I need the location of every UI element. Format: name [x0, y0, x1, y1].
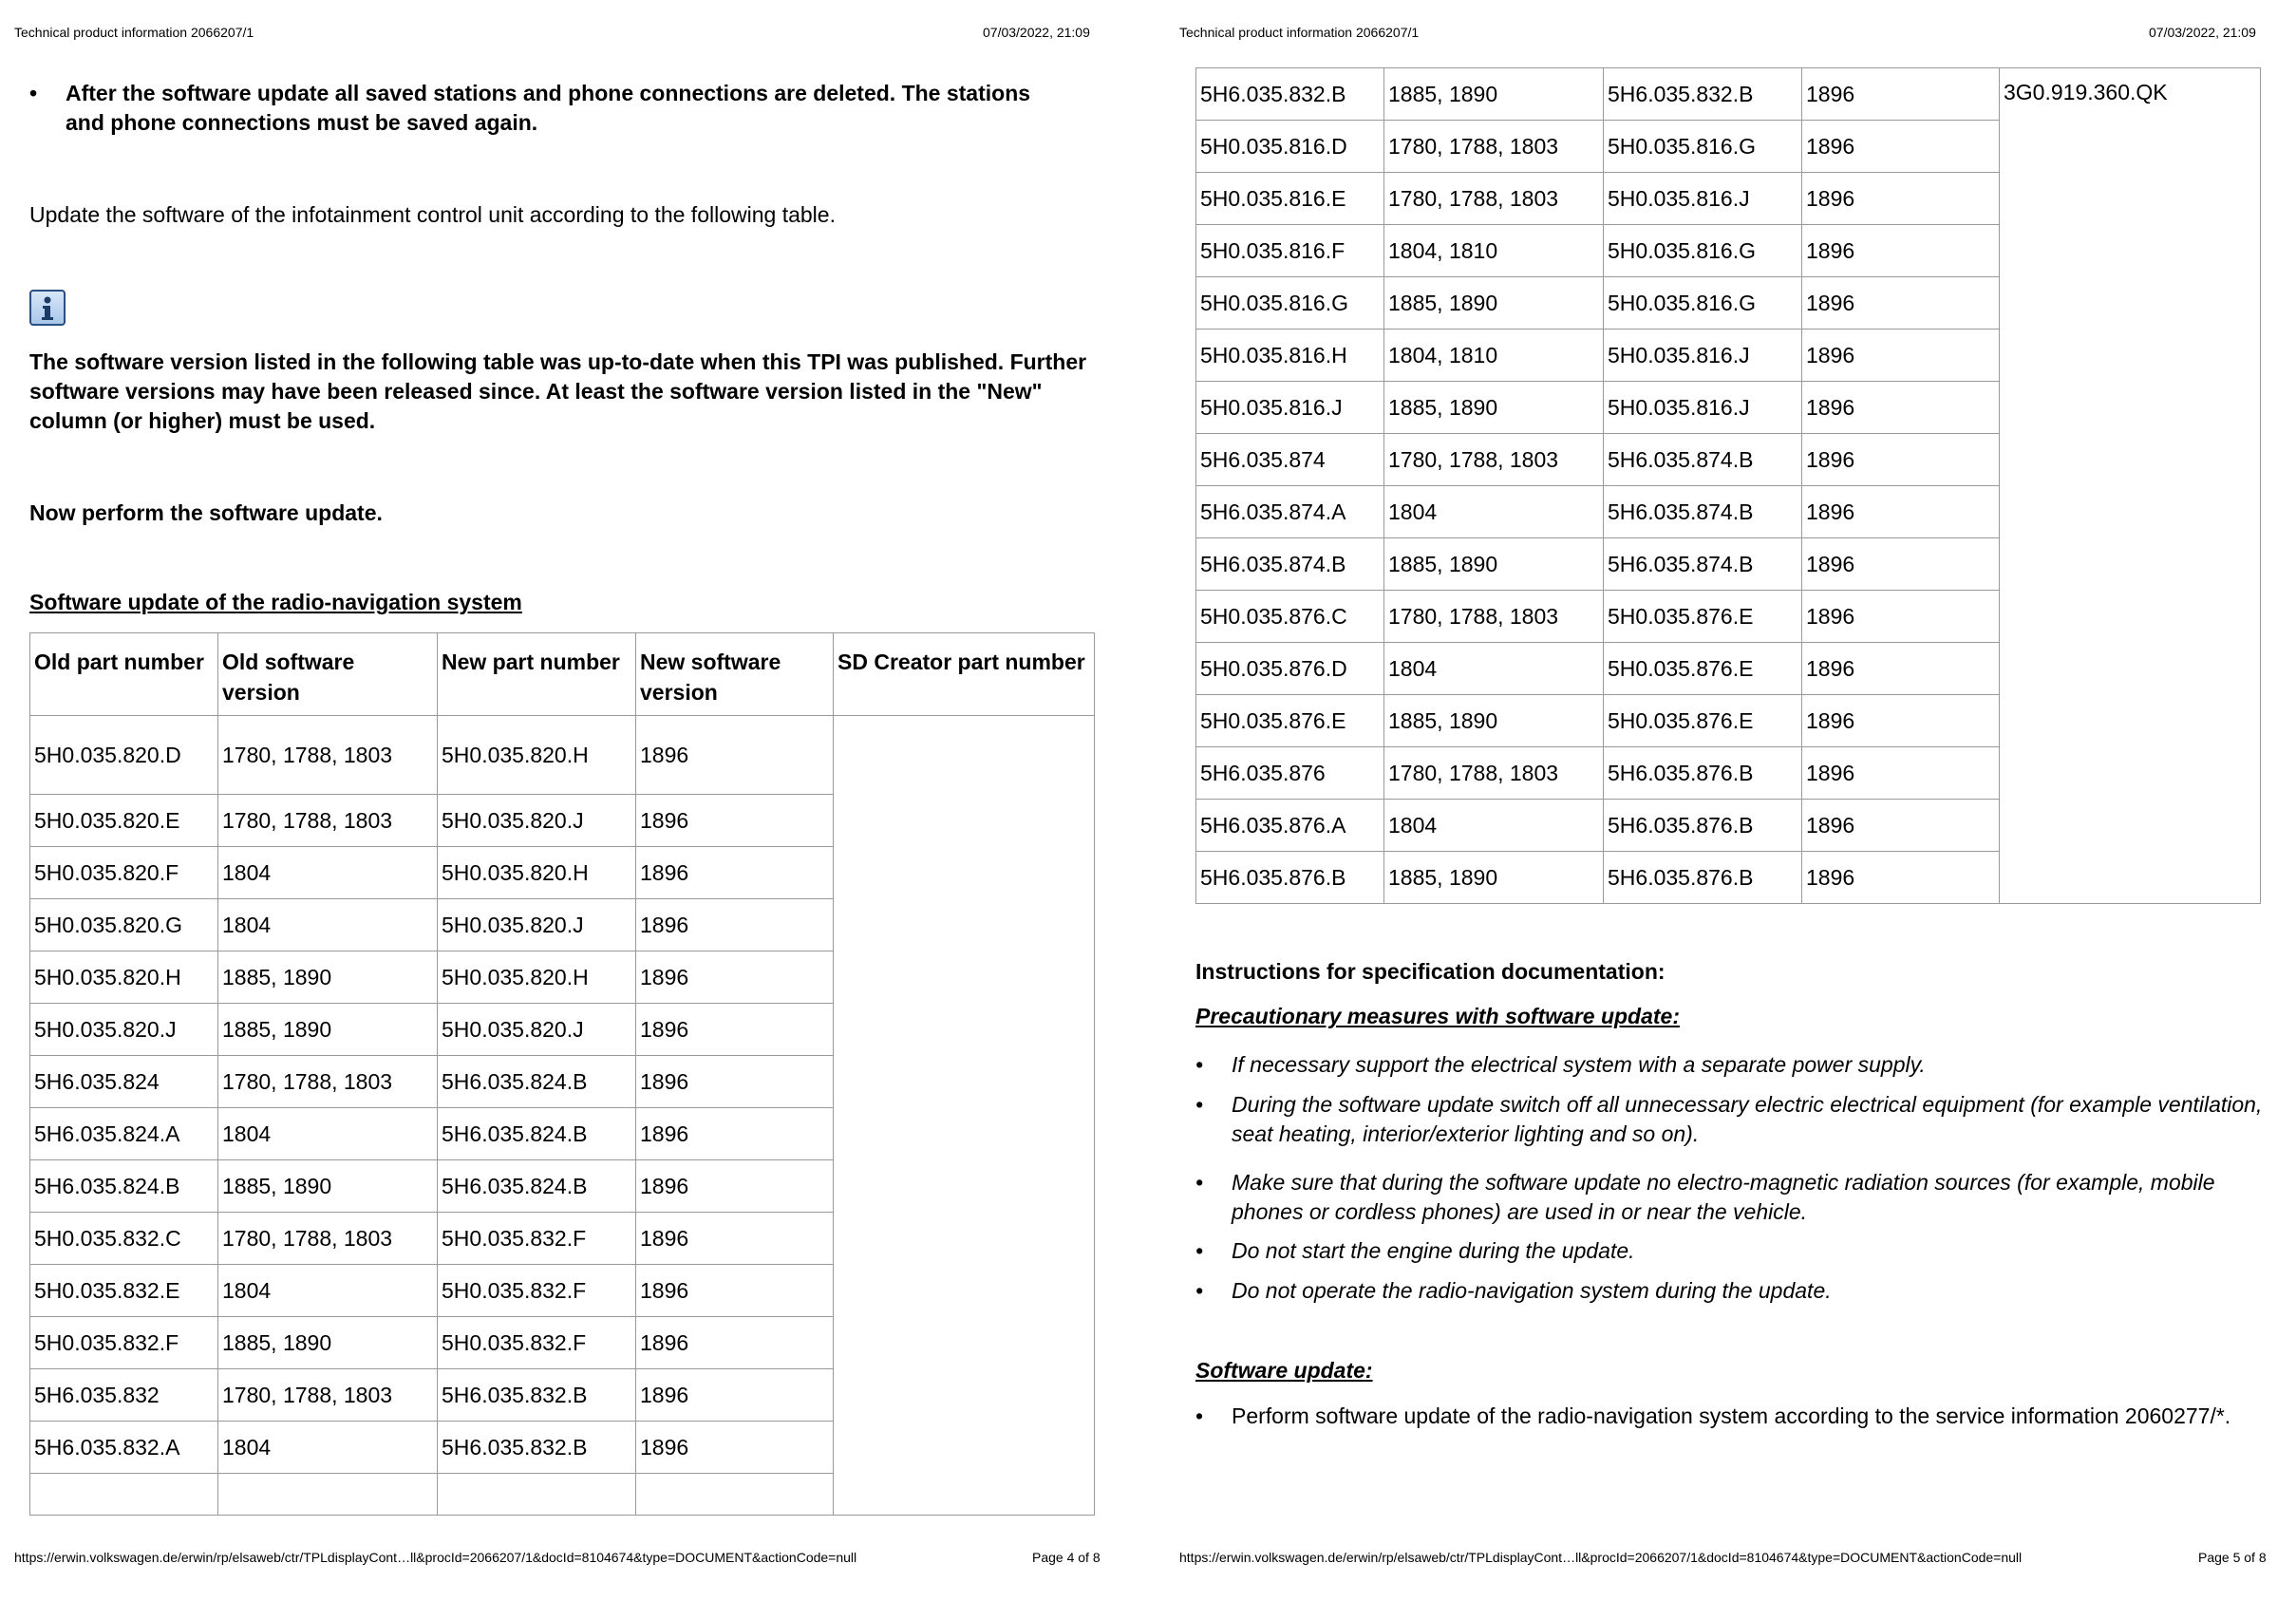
- table-cell: 5H0.035.876.D: [1196, 643, 1384, 695]
- table-cell: 1896: [1802, 538, 2000, 591]
- table-cell: 1780, 1788, 1803: [218, 1213, 438, 1265]
- table-cell: 1885, 1890: [218, 951, 438, 1004]
- table-cell: 1896: [636, 1369, 834, 1422]
- bullet-dot: •: [1195, 1052, 1204, 1077]
- table-cell: 1896: [636, 1108, 834, 1160]
- table-cell: 1804, 1810: [1384, 225, 1604, 277]
- table-cell: 1780, 1788, 1803: [1384, 434, 1604, 486]
- table-cell: 5H6.035.824: [30, 1056, 218, 1108]
- table-cell: 1896: [636, 1265, 834, 1317]
- table-cell: 5H0.035.816.J: [1604, 173, 1802, 225]
- table-cell: 1896: [1802, 382, 2000, 434]
- table-cell: 5H0.035.876.E: [1604, 591, 1802, 643]
- precaution-text: If necessary support the electrical system with a separate power supply.: [1232, 1052, 1926, 1077]
- table-cell: 1896: [636, 1422, 834, 1474]
- table-cell: 1885, 1890: [1384, 538, 1604, 591]
- table-cell: 5H0.035.820.J: [30, 1004, 218, 1056]
- table-cell: 5H0.035.832.F: [30, 1317, 218, 1369]
- table-cell: 1896: [636, 1056, 834, 1108]
- table-cell: 1885, 1890: [218, 1160, 438, 1213]
- bullet-dot: •: [1195, 1403, 1204, 1428]
- footer-url: https://erwin.volkswagen.de/erwin/rp/elsaweb/ctr/TPLdisplayCont…ll&procId=2066207/1&docId=8104674&type=DOCUMENT&actionCode=null: [14, 1550, 857, 1565]
- table-cell: 5H0.035.816.J: [1604, 330, 1802, 382]
- software-update-item: [1195, 1402, 2268, 1431]
- table-cell: 5H6.035.832.B: [438, 1422, 636, 1474]
- info-icon: [29, 290, 66, 326]
- table-cell: 1896: [636, 847, 834, 899]
- table-row: [30, 716, 1095, 795]
- table-cell: 1804, 1810: [1384, 330, 1604, 382]
- table-cell: 1896: [1802, 330, 2000, 382]
- table-cell: 1885, 1890: [1384, 382, 1604, 434]
- table-cell: 1804: [218, 899, 438, 951]
- bullet-dot: •: [29, 81, 38, 105]
- header-title: Technical product information 2066207/1: [1179, 25, 1420, 40]
- table-cell: 1885, 1890: [218, 1004, 438, 1056]
- table-cell: 5H0.035.820.H: [30, 951, 218, 1004]
- table-cell: 5H6.035.876.B: [1196, 852, 1384, 904]
- table-cell: 1896: [636, 716, 834, 795]
- table-cell: 5H0.035.832.C: [30, 1213, 218, 1265]
- table-cell: 1896: [1802, 643, 2000, 695]
- table-cell: 5H6.035.832.B: [1604, 68, 1802, 121]
- table-cell: 1896: [1802, 591, 2000, 643]
- table-cell: 1804: [218, 1422, 438, 1474]
- table-cell: 1804: [218, 1265, 438, 1317]
- precaution-item: [1195, 1236, 2268, 1266]
- table-cell: 1780, 1788, 1803: [1384, 591, 1604, 643]
- table-cell: 5H6.035.874: [1196, 434, 1384, 486]
- table-cell: 5H6.035.876: [1196, 747, 1384, 800]
- column-header: Old software version: [218, 633, 438, 716]
- table-cell: 1896: [636, 1213, 834, 1265]
- header-title: Technical product information 2066207/1: [14, 25, 254, 40]
- table-cell: 1885, 1890: [1384, 695, 1604, 747]
- footer-page-number: Page 4 of 8: [1032, 1550, 1101, 1565]
- precaution-item: [1195, 1050, 2268, 1080]
- table-cell: 1896: [1802, 121, 2000, 173]
- table-cell: 5H0.035.832.F: [438, 1213, 636, 1265]
- bullet-dot: •: [1195, 1278, 1204, 1303]
- table-cell: 1896: [1802, 486, 2000, 538]
- footer-page-number: Page 5 of 8: [2198, 1550, 2267, 1565]
- table-cell: 5H6.035.876.B: [1604, 747, 1802, 800]
- deletion-warning-text: After the software update all saved stations and phone connections are deleted. The stations and phone connections must be saved again.: [66, 81, 1031, 135]
- table-cell: 1780, 1788, 1803: [218, 1369, 438, 1422]
- table-cell: 5H0.035.832.E: [30, 1265, 218, 1317]
- table-cell: 5H6.035.824.B: [30, 1160, 218, 1213]
- bullet-dot: •: [1195, 1170, 1204, 1195]
- table-title: Software update of the radio-navigation system: [29, 590, 522, 614]
- table-cell: 5H6.035.876.B: [1604, 852, 1802, 904]
- software-table-continued: [1195, 67, 2261, 904]
- footer-url: https://erwin.volkswagen.de/erwin/rp/elsaweb/ctr/TPLdisplayCont…ll&procId=2066207/1&docId=8104674&type=DOCUMENT&actionCode=null: [1179, 1550, 2023, 1565]
- page-5: [1148, 0, 2296, 1620]
- table-cell: 5H0.035.820.F: [30, 847, 218, 899]
- column-header: Old part number: [30, 633, 218, 716]
- table-cell: 5H0.035.816.J: [1196, 382, 1384, 434]
- table-cell: 5H6.035.824.B: [438, 1108, 636, 1160]
- table-cell: 5H6.035.832.B: [1196, 68, 1384, 121]
- table-cell: 1780, 1788, 1803: [218, 1056, 438, 1108]
- software-update-item-text: Perform software update of the radio-navigation system according to the service information 2060277/*.: [1232, 1403, 2231, 1428]
- table-cell: 5H0.035.816.J: [1604, 382, 1802, 434]
- table-cell: 1780, 1788, 1803: [218, 716, 438, 795]
- table-cell: 1896: [636, 1004, 834, 1056]
- table-cell: [30, 1474, 218, 1516]
- spec-heading: Instructions for specification documentation:: [1195, 959, 1666, 984]
- table-cell: 1896: [636, 795, 834, 847]
- header-datetime: 07/03/2022, 21:09: [983, 25, 1090, 40]
- bullet-dot: •: [1195, 1238, 1204, 1263]
- table-cell: 5H0.035.816.G: [1604, 277, 1802, 330]
- table-cell: [438, 1474, 636, 1516]
- table-header-row: [30, 633, 1095, 716]
- table-cell: 5H6.035.874.B: [1604, 486, 1802, 538]
- table-cell: 5H0.035.820.D: [30, 716, 218, 795]
- precaution-text: Do not operate the radio-navigation system during the update.: [1232, 1278, 1832, 1303]
- column-header: SD Creator part number: [834, 633, 1095, 716]
- table-cell: 5H0.035.820.H: [438, 951, 636, 1004]
- table-cell: 5H0.035.816.D: [1196, 121, 1384, 173]
- table-cell: 5H6.035.874.B: [1604, 538, 1802, 591]
- table-cell: 1885, 1890: [1384, 277, 1604, 330]
- table-cell: 5H0.035.816.F: [1196, 225, 1384, 277]
- table-cell: 5H0.035.816.G: [1604, 121, 1802, 173]
- update-instruction: Update the software of the infotainment control unit according to the following table.: [29, 202, 836, 227]
- table-cell: 5H6.035.876.B: [1604, 800, 1802, 852]
- table-cell: 5H6.035.832.B: [438, 1369, 636, 1422]
- table-cell: 5H0.035.816.E: [1196, 173, 1384, 225]
- table-cell: 5H0.035.820.J: [438, 795, 636, 847]
- perform-update-text: Now perform the software update.: [29, 500, 383, 525]
- table-cell: 5H0.035.816.G: [1604, 225, 1802, 277]
- table-cell: 1780, 1788, 1803: [1384, 173, 1604, 225]
- table-cell: 5H6.035.824.B: [438, 1056, 636, 1108]
- sd-creator-cell: [834, 716, 1095, 1516]
- table-cell: 5H0.035.816.G: [1196, 277, 1384, 330]
- table-cell: 1896: [1802, 747, 2000, 800]
- table-cell: 5H0.035.820.G: [30, 899, 218, 951]
- precaution-item: [1195, 1168, 2268, 1227]
- table-cell: 5H0.035.820.H: [438, 716, 636, 795]
- table-cell: 5H0.035.820.E: [30, 795, 218, 847]
- table-cell: 5H0.035.820.H: [438, 847, 636, 899]
- table-row: [1196, 68, 2261, 121]
- precaution-heading: Precautionary measures with software update:: [1195, 1004, 1680, 1028]
- precaution-item: [1195, 1090, 2268, 1149]
- deletion-warning: [29, 79, 1036, 138]
- column-header: New part number: [438, 633, 636, 716]
- table-cell: 1896: [1802, 434, 2000, 486]
- table-cell: 1804: [218, 847, 438, 899]
- table-cell: 1896: [1802, 800, 2000, 852]
- table-cell: 5H0.035.876.E: [1604, 643, 1802, 695]
- table-cell: 1896: [1802, 852, 2000, 904]
- table-cell: 5H0.035.876.E: [1196, 695, 1384, 747]
- software-update-heading: Software update:: [1195, 1358, 1373, 1383]
- table-cell: 5H6.035.832.A: [30, 1422, 218, 1474]
- table-cell: 1804: [1384, 643, 1604, 695]
- table-cell: 1896: [1802, 225, 2000, 277]
- table-cell: 5H0.035.832.F: [438, 1265, 636, 1317]
- table-cell: 5H6.035.874.A: [1196, 486, 1384, 538]
- table-cell: 1896: [1802, 173, 2000, 225]
- table-cell: 5H0.035.816.H: [1196, 330, 1384, 382]
- table-cell: 1804: [1384, 486, 1604, 538]
- table-cell: 1780, 1788, 1803: [218, 795, 438, 847]
- table-cell: 5H6.035.874.B: [1196, 538, 1384, 591]
- precaution-item: [1195, 1276, 2268, 1306]
- table-cell: 1885, 1890: [218, 1317, 438, 1369]
- table-cell: 5H6.035.824.A: [30, 1108, 218, 1160]
- table-cell: 5H0.035.876.C: [1196, 591, 1384, 643]
- table-cell: 1780, 1788, 1803: [1384, 747, 1604, 800]
- table-cell: 1885, 1890: [1384, 852, 1604, 904]
- precaution-text: Make sure that during the software update no electro-magnetic radiation sources (for example, mobile phones or cordless phones) are used in or near the vehicle.: [1232, 1170, 2215, 1224]
- table-cell: 1885, 1890: [1384, 68, 1604, 121]
- table-cell: 1780, 1788, 1803: [1384, 121, 1604, 173]
- software-table: [29, 632, 1095, 1516]
- table-cell: 1896: [636, 1160, 834, 1213]
- precaution-text: During the software update switch off all unnecessary electric electrical equipment (for example ventilation, seat heating, interior/exterior lighting and so on).: [1232, 1092, 2263, 1146]
- table-cell: 1804: [218, 1108, 438, 1160]
- table-cell: 1896: [1802, 695, 2000, 747]
- table-cell: 5H0.035.820.J: [438, 1004, 636, 1056]
- bullet-dot: •: [1195, 1092, 1204, 1117]
- table-cell: 5H6.035.832: [30, 1369, 218, 1422]
- table-cell: [636, 1474, 834, 1516]
- table-cell: 5H6.035.876.A: [1196, 800, 1384, 852]
- table-cell: 5H6.035.824.B: [438, 1160, 636, 1213]
- table-cell: 1896: [636, 1317, 834, 1369]
- column-header: New software version: [636, 633, 834, 716]
- table-cell: 1896: [636, 951, 834, 1004]
- table-cell: 1896: [636, 899, 834, 951]
- table-cell: 1804: [1384, 800, 1604, 852]
- table-cell: 1896: [1802, 68, 2000, 121]
- table-cell: [218, 1474, 438, 1516]
- table-cell: 5H6.035.874.B: [1604, 434, 1802, 486]
- sd-creator-part-number: 3G0.919.360.QK: [2000, 68, 2261, 904]
- header-datetime: 07/03/2022, 21:09: [2149, 25, 2256, 40]
- table-cell: 5H0.035.876.E: [1604, 695, 1802, 747]
- precaution-text: Do not start the engine during the update.: [1232, 1238, 1635, 1263]
- version-note: The software version listed in the following table was up-to-date when this TPI was published. Further software versions may have been released since. At least the software version listed in the "New" column (or higher) must be used.: [29, 349, 1087, 433]
- table-cell: 5H0.035.820.J: [438, 899, 636, 951]
- table-cell: 1896: [1802, 277, 2000, 330]
- table-cell: 5H0.035.832.F: [438, 1317, 636, 1369]
